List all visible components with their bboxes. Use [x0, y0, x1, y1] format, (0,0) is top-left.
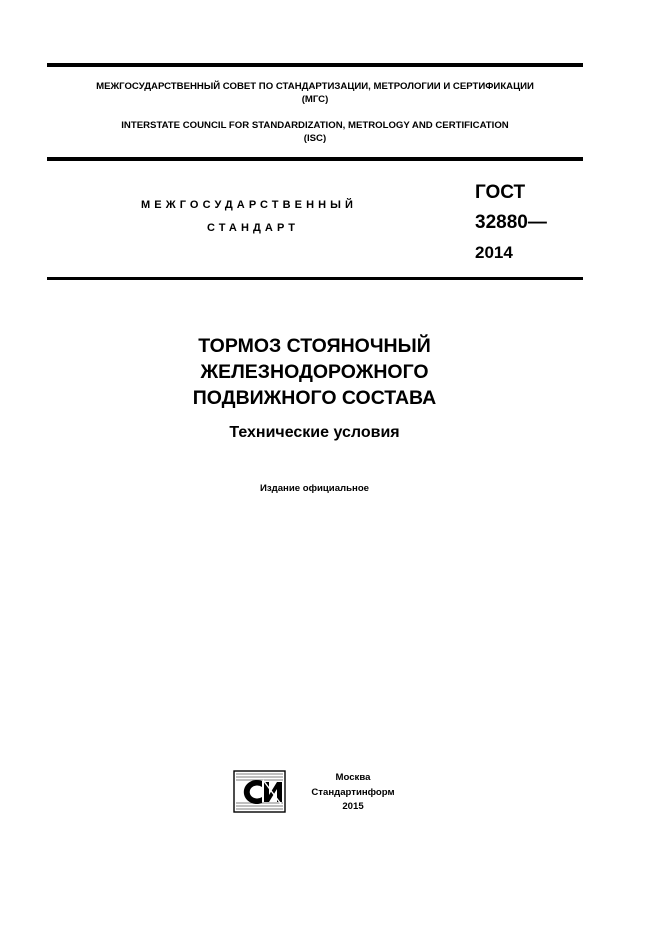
publisher-block — [298, 771, 408, 815]
standard-type-line1: МЕЖГОСУДАРСТВЕННЫЙ — [141, 199, 358, 211]
gost-designation — [475, 178, 547, 268]
publisher-city: Москва — [335, 772, 371, 783]
council-ru-abbreviation: (МГС) — [301, 94, 329, 105]
top-divider — [47, 63, 583, 67]
council-en-line1: INTERSTATE COUNCIL FOR STANDARDIZATION, METROLOGY AND CERTIFICATION — [121, 120, 509, 131]
gost-prefix: ГОСТ — [475, 182, 526, 203]
gost-number: 32880— — [475, 212, 547, 233]
publication-year: 2015 — [342, 801, 364, 812]
publisher-name: Стандартинформ — [311, 786, 395, 798]
edition-note: Издание официальное — [259, 483, 370, 494]
document-title — [0, 333, 629, 411]
middle-divider — [47, 157, 583, 161]
lower-divider — [47, 277, 583, 280]
title-line3: ПОДВИЖНОГО СОСТАВА — [192, 387, 437, 409]
council-name-english — [47, 119, 583, 145]
standartinform-logo-icon — [233, 770, 286, 813]
title-line1: ТОРМОЗ СТОЯНОЧНЫЙ — [198, 335, 431, 357]
gost-year: 2014 — [475, 243, 513, 262]
standard-type-line2: СТАНДАРТ — [207, 222, 300, 234]
council-en-abbreviation: (ISC) — [303, 133, 327, 144]
council-ru-line1: МЕЖГОСУДАРСТВЕННЫЙ СОВЕТ ПО СТАНДАРТИЗАЦИИ, МЕТРОЛОГИИ И СЕРТИФИКАЦИИ — [96, 81, 534, 92]
title-line2: ЖЕЛЕЗНОДОРОЖНОГО — [200, 361, 429, 383]
document-subtitle: Технические условия — [229, 424, 400, 441]
council-name-russian — [47, 80, 583, 106]
